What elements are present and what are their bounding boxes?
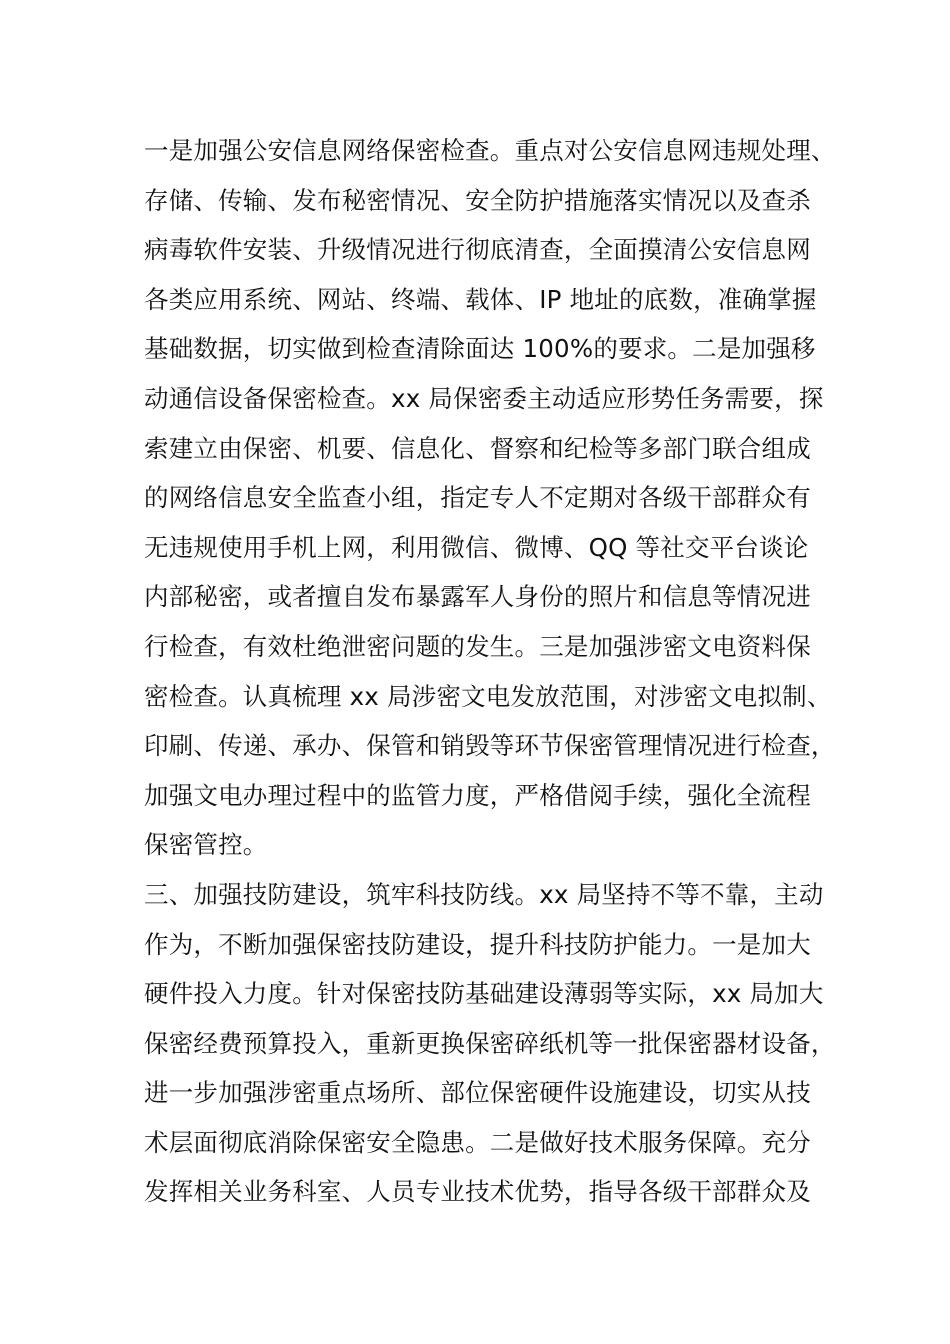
section-heading-line: 三、加强技防建设，筑牢科技防线。xx 局坚持不等不靠，主动 <box>144 879 824 909</box>
text-line: 内部秘密，或者擅自发布暴露军人身份的照片和信息等情况进 <box>144 582 811 612</box>
text-line: 印刷、传递、承办、保管和销毁等环节保密管理情况进行检查， <box>144 731 836 761</box>
text-line: 无违规使用手机上网，利用微信、微博、QQ 等社交平台谈论 <box>144 532 809 562</box>
text-line: 基础数据，切实做到检查清除面达 100%的要求。二是加强移 <box>144 334 816 364</box>
text-line: 动通信设备保密检查。xx 局保密委主动适应形势任务需要，探 <box>144 383 824 413</box>
text-line: 术层面彻底消除保密安全隐患。二是做好技术服务保障。充分 <box>144 1127 811 1157</box>
text-line: 发挥相关业务科室、人员专业技术优势，指导各级干部群众及 <box>144 1177 811 1207</box>
text-line: 病毒软件安装、升级情况进行彻底清查，全面摸清公安信息网 <box>144 235 811 265</box>
text-line: 密检查。认真梳理 xx 局涉密文电发放范围，对涉密文电拟制、 <box>144 681 832 711</box>
text-line: 存储、传输、发布秘密情况、安全防护措施落实情况以及查杀 <box>144 185 811 215</box>
text-line: 的网络信息安全监查小组，指定专人不定期对各级干部群众有 <box>144 483 811 513</box>
text-line: 行检查，有效杜绝泄密问题的发生。三是加强涉密文电资料保 <box>144 631 811 661</box>
text-line: 加强文电办理过程中的监管力度，严格借阅手续，强化全流程 <box>144 780 811 810</box>
text-line: 各类应用系统、网站、终端、载体、IP 地址的底数，准确掌握 <box>144 284 817 314</box>
text-line: 作为，不断加强保密技防建设，提升科技防护能力。一是加大 <box>144 929 811 959</box>
document-body <box>144 126 836 1217</box>
text-line: 进一步加强涉密重点场所、部位保密硬件设施建设，切实从技 <box>144 1078 811 1108</box>
text-line: 索建立由保密、机要、信息化、督察和纪检等多部门联合组成 <box>144 433 811 463</box>
text-line: 硬件投入力度。针对保密技防基础建设薄弱等实际，xx 局加大 <box>144 979 824 1009</box>
text-line: 一是加强公安信息网络保密检查。重点对公安信息网违规处理、 <box>144 136 836 165</box>
text-line: 保密管控。 <box>144 830 268 860</box>
text-line: 保密经费预算投入，重新更换保密碎纸机等一批保密器材设备， <box>144 1028 836 1058</box>
